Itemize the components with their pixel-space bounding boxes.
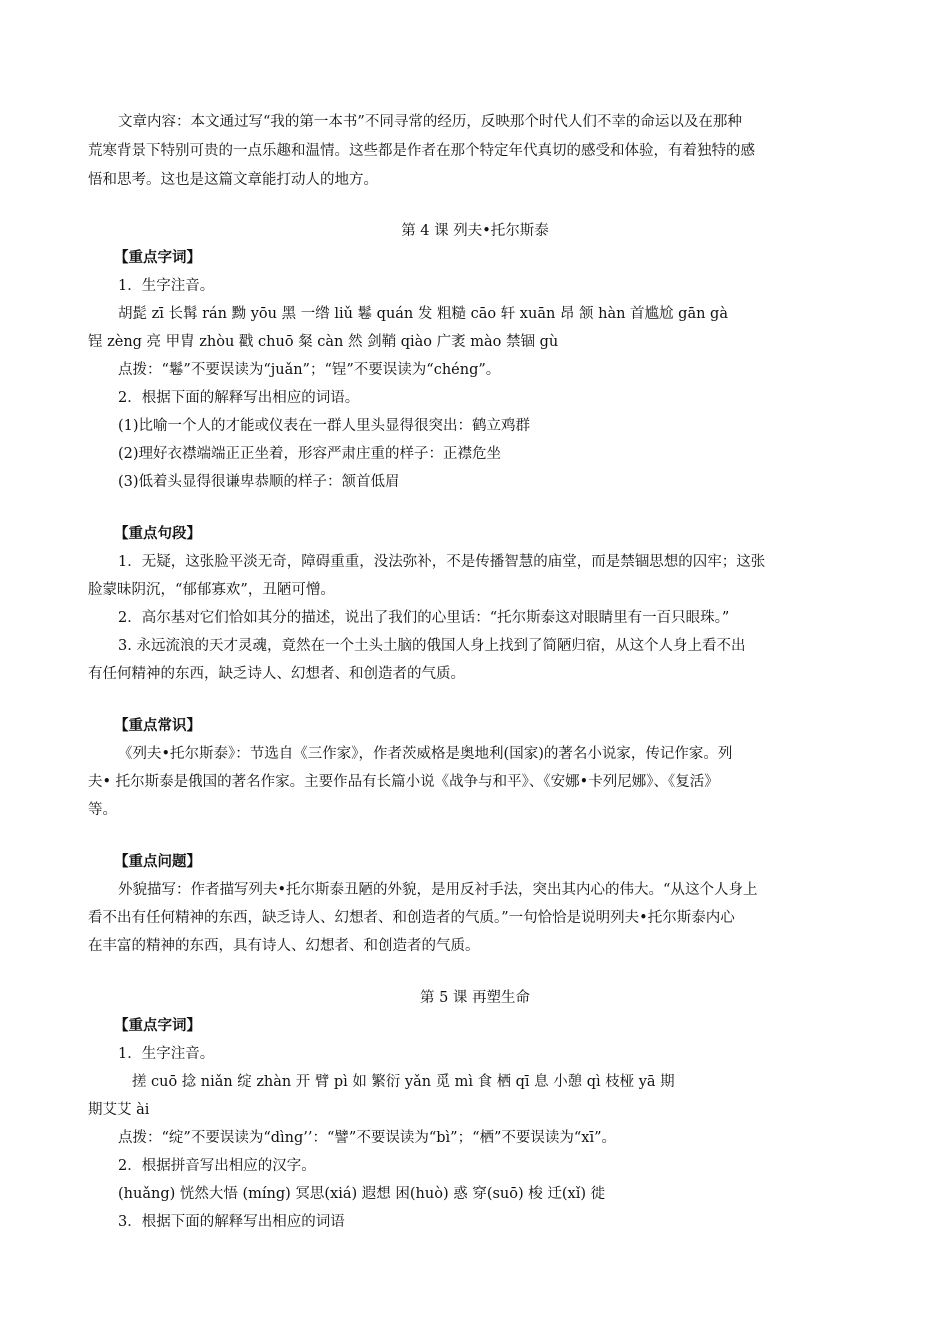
lesson4-tip: 点拨：“鬈”不要误读为“juǎn”；“锃”不要误读为“chéng”。: [118, 362, 501, 378]
lesson4-pinyin-line-2: 锃 zèng 亮 甲胄 zhòu 戳 chuō 粲 càn 然 剑鞘 qiào 广袤 mào 禁锢 gù: [88, 334, 559, 350]
lesson5-zici-q3: 3．根据下面的解释写出相应的词语: [118, 1214, 345, 1230]
intro-line-2: 荒寒背景下特别可贵的一点乐趣和温情。这些都是作者在那个特定年代真切的感受和体验，有着独特的感: [88, 143, 755, 159]
lesson4-changshi-line-2: 夫• 托尔斯泰是俄国的著名作家。主要作品有长篇小说《战争与和平》、《安娜•卡列尼娜》、《复活》: [88, 774, 719, 790]
lesson4-sentence-3-line-1: 3. 永远流浪的天才灵魂，竟然在一个土头土脑的俄国人身上找到了简陋归宿，从这个人身上看不出: [118, 638, 746, 654]
intro-line-1: 文章内容：本文通过写“我的第一本书”不同寻常的经历，反映那个时代人们不幸的命运以及在那种: [118, 114, 742, 130]
lesson4-changshi-line-1: 《列夫•托尔斯泰》：节选自《三作家》，作者茨威格是奥地利(国家)的著名小说家，传记作家。列: [118, 746, 733, 762]
lesson5-pinyin-line-1: 搓 cuō 捻 niǎn 绽 zhàn 开 臂 pì 如 繁衍 yǎn 觅 mì 食 栖 qī 息 小憩 qì 枝桠 yā 期: [132, 1074, 675, 1090]
lesson4-sentence-1-line-1: 1．无疑，这张脸平淡无奇，障碍重重，没法弥补，不是传播智慧的庙堂，而是禁锢思想的囚牢；这张: [118, 554, 766, 570]
intro-line-3: 悟和思考。这也是这篇文章能打动人的地方。: [88, 172, 378, 188]
lesson4-zici-q2: 2．根据下面的解释写出相应的词语。: [118, 390, 360, 406]
lesson4-sentence-2: 2．高尔基对它们恰如其分的描述，说出了我们的心里话：“托尔斯泰这对眼睛里有一百只眼珠。”: [118, 610, 730, 626]
lesson4-sentence-1-line-2: 脸蒙昧阴沉，“郁郁寡欢”，丑陋可憎。: [88, 582, 335, 598]
lesson4-wenti-heading: 【重点问题】: [114, 853, 201, 870]
lesson5-zici-heading: 【重点字词】: [114, 1017, 201, 1034]
lesson4-title: 第 4 课 列夫•托尔斯泰: [401, 223, 549, 239]
lesson4-changshi-heading: 【重点常识】: [114, 717, 201, 734]
lesson4-answer-2: (2)理好衣襟端端正正坐着，形容严肃庄重的样子：正襟危坐: [118, 446, 502, 462]
lesson4-answer-3: (3)低着头显得很谦卑恭顺的样子：颔首低眉: [118, 474, 400, 490]
lesson5-hanzi-answers: (huǎng) 恍然大悟 (míng) 冥思(xiá) 遐想 困(huò) 惑 穿(suō) 梭 迁(xǐ) 徙: [118, 1186, 606, 1202]
lesson4-wenti-line-1: 外貌描写：作者描写列夫•托尔斯泰丑陋的外貌，是用反衬手法，突出其内心的伟大。“从这个人身上: [118, 882, 758, 898]
lesson4-answer-1: (1)比喻一个人的才能或仪表在一群人里头显得很突出：鹤立鸡群: [118, 418, 531, 434]
lesson5-zici-q1: 1．生字注音。: [118, 1046, 215, 1062]
lesson4-juduan-heading: 【重点句段】: [114, 525, 201, 542]
lesson4-zici-heading: 【重点字词】: [114, 249, 201, 266]
lesson4-wenti-line-3: 在丰富的精神的东西，具有诗人、幻想者、和创造者的气质。: [88, 938, 480, 954]
lesson5-pinyin-line-2: 期艾艾 ài: [88, 1102, 150, 1118]
lesson5-title: 第 5 课 再塑生命: [419, 990, 531, 1006]
lesson4-pinyin-line-1: 胡髭 zī 长髯 rán 黝 yōu 黑 一绺 liǔ 鬈 quán 发 粗糙 cāo 轩 xuān 昂 颔 hàn 首尴尬 gān gà: [118, 306, 728, 322]
lesson5-tip: 点拨：“绽”不要误读为“dìng’’：“譬”不要误读为“bì”；“栖”不要误读为“xī”。: [118, 1130, 617, 1146]
lesson4-sentence-3-line-2: 有任何精神的东西，缺乏诗人、幻想者、和创造者的气质。: [88, 666, 465, 682]
lesson4-zici-q1: 1．生字注音。: [118, 278, 215, 294]
lesson5-zici-q2: 2．根据拼音写出相应的汉字。: [118, 1158, 316, 1174]
lesson4-wenti-line-2: 看不出有任何精神的东西，缺乏诗人、幻想者、和创造者的气质。”一句恰恰是说明列夫•托尔斯泰内心: [88, 910, 735, 926]
lesson4-changshi-line-3: 等。: [88, 802, 117, 818]
